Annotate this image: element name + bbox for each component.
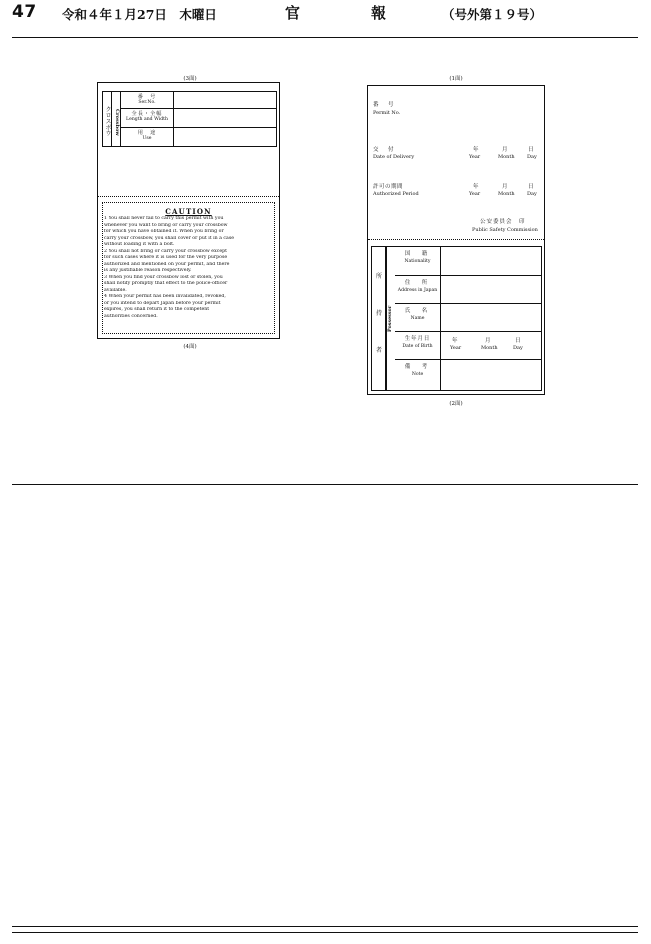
- birth-month-en: Month: [481, 345, 498, 351]
- period-year-jp: 年: [473, 184, 481, 190]
- footer-rule: [12, 926, 638, 927]
- caution-line: for such cases where it is used for the very purpose: [104, 255, 228, 260]
- caution-line: without loading it with a bolt.: [104, 242, 175, 247]
- permit-front-card: [367, 85, 545, 395]
- period-day-jp: 日: [528, 184, 536, 190]
- permit-back-card: [97, 82, 280, 339]
- period-month-en: Month: [498, 191, 515, 197]
- birth-year-jp: 年: [452, 338, 460, 344]
- label-jp: 用 途: [137, 130, 157, 136]
- possessor-row-label: [395, 276, 441, 303]
- label-jp: 国 籍: [404, 251, 431, 257]
- period-label-en: Authorized Period: [373, 191, 419, 197]
- crossbow-side-label-en: Crossbow: [112, 92, 121, 146]
- label-jp: 全長・全幅: [131, 111, 163, 117]
- possessor-char: 所: [375, 273, 382, 280]
- possessor-row-nationality: [395, 247, 541, 276]
- gazette-title: 官 報: [285, 4, 415, 22]
- period-year-en: Year: [469, 191, 481, 197]
- caution-line: for which you have obtained it. When you bring or: [104, 229, 224, 234]
- label-en: Date of Birth: [402, 344, 433, 349]
- caution-line: authorized and mentioned on your permit, and there: [104, 261, 230, 267]
- caution-line: is any justifiable reason respectively.: [104, 268, 192, 273]
- caution-line: or you intend to depart Japan before your permit: [104, 300, 221, 306]
- birth-month-jp: 月: [485, 338, 493, 344]
- publication-date: 令和４年１月27日 木曜日: [62, 7, 217, 22]
- crossbow-row-label: [121, 128, 174, 146]
- caption-page1: (1面): [449, 76, 463, 82]
- caution-line: expires, you shall return it to the competent: [104, 307, 210, 312]
- delivery-year-en: Year: [469, 154, 481, 160]
- delivery-year-jp: 年: [473, 147, 481, 153]
- label-jp: 氏 名: [404, 308, 431, 314]
- possessor-table: [371, 246, 542, 391]
- possessor-side-jp: [372, 247, 386, 390]
- period-month-jp: 月: [502, 184, 510, 190]
- label-en: Use: [142, 136, 152, 141]
- commission-label-en: Public Safety Commission: [472, 227, 538, 233]
- fold-line: [98, 196, 279, 197]
- caution-line: 3 When you find your crossbow lost or stolen, you: [104, 274, 223, 280]
- label-en: Nationality: [404, 259, 431, 264]
- commission-seal-jp: 公安委員会 印: [480, 219, 526, 225]
- delivery-day-jp: 日: [528, 147, 536, 153]
- section-rule: [12, 484, 638, 485]
- caution-line: shall notify promptly that effect to the police-officer: [104, 281, 228, 286]
- delivery-month-jp: 月: [502, 147, 510, 153]
- caution-title: CAUTION: [165, 207, 212, 216]
- permit-no-label-en: Permit No.: [373, 110, 401, 116]
- possessor-row-address: [395, 276, 541, 304]
- possessor-row-label: [395, 360, 441, 390]
- crossbow-row-use: [121, 128, 276, 146]
- label-en: Note: [411, 372, 424, 377]
- page-number: 47: [12, 2, 37, 22]
- birth-day-en: Day: [513, 345, 523, 351]
- possessor-row-name: [395, 304, 541, 332]
- possessor-char: 持: [375, 310, 382, 317]
- crossbow-side-label-jp: クロスボウ: [103, 92, 112, 146]
- label-jp: 生年月日: [404, 336, 431, 342]
- crossbow-info-box: [102, 91, 277, 147]
- caution-line: available.: [104, 287, 127, 293]
- crossbow-row-label: [121, 109, 174, 127]
- label-en: Ser.No.: [138, 100, 156, 105]
- caption-page4: (4面): [183, 344, 197, 350]
- label-en: Length and Width: [126, 117, 168, 122]
- possessor-row-note: [395, 360, 541, 390]
- possessor-row-birth: [395, 332, 541, 360]
- period-day-en: Day: [527, 191, 537, 197]
- label-en: Name: [410, 316, 425, 321]
- delivery-month-en: Month: [498, 154, 515, 160]
- label-jp: 住 所: [404, 280, 431, 286]
- possessor-side-en: Possessor: [386, 247, 395, 390]
- label-jp: 番 号: [137, 94, 157, 100]
- birth-day-jp: 日: [515, 338, 523, 344]
- caution-line: whenever you want to bring or carry your crossbow: [104, 222, 228, 228]
- possessor-row-label: [395, 247, 441, 275]
- delivery-label-jp: 交 付: [373, 147, 396, 153]
- caution-line: 2 You shall not bring or carry your crossbow except: [104, 248, 228, 254]
- delivery-label-en: Date of Delivery: [373, 154, 415, 160]
- period-label-jp: 許可の期間: [373, 184, 404, 190]
- possessor-row-label: [395, 304, 441, 331]
- caption-page3: (3面): [183, 76, 197, 82]
- crossbow-row-length: [121, 109, 276, 128]
- issue-number: （号外第１９号）: [442, 7, 543, 22]
- possessor-char: 者: [375, 347, 382, 354]
- delivery-day-en: Day: [527, 154, 537, 160]
- caution-line: authorities concerned.: [104, 313, 158, 319]
- possessor-row-label: [395, 332, 441, 359]
- birth-year-en: Year: [450, 345, 462, 351]
- crossbow-row-serial: [121, 92, 276, 109]
- crossbow-row-label: [121, 92, 174, 108]
- caution-text: [104, 216, 276, 320]
- caution-line: 1 You shall never fail to carry this permit with you: [104, 216, 224, 221]
- permit-no-label-jp: 番 号: [373, 102, 396, 108]
- label-en: Address in Japan: [397, 288, 438, 293]
- fold-line: [368, 239, 544, 240]
- caution-line: carry your crossbow, you shall cover or put it in a case: [104, 235, 235, 241]
- label-jp: 備 考: [404, 364, 431, 370]
- caution-line: 4 When your permit has been invalidated, revoked,: [104, 294, 226, 299]
- caption-page2: (2面): [449, 401, 463, 407]
- footer-rule-double: [12, 932, 638, 933]
